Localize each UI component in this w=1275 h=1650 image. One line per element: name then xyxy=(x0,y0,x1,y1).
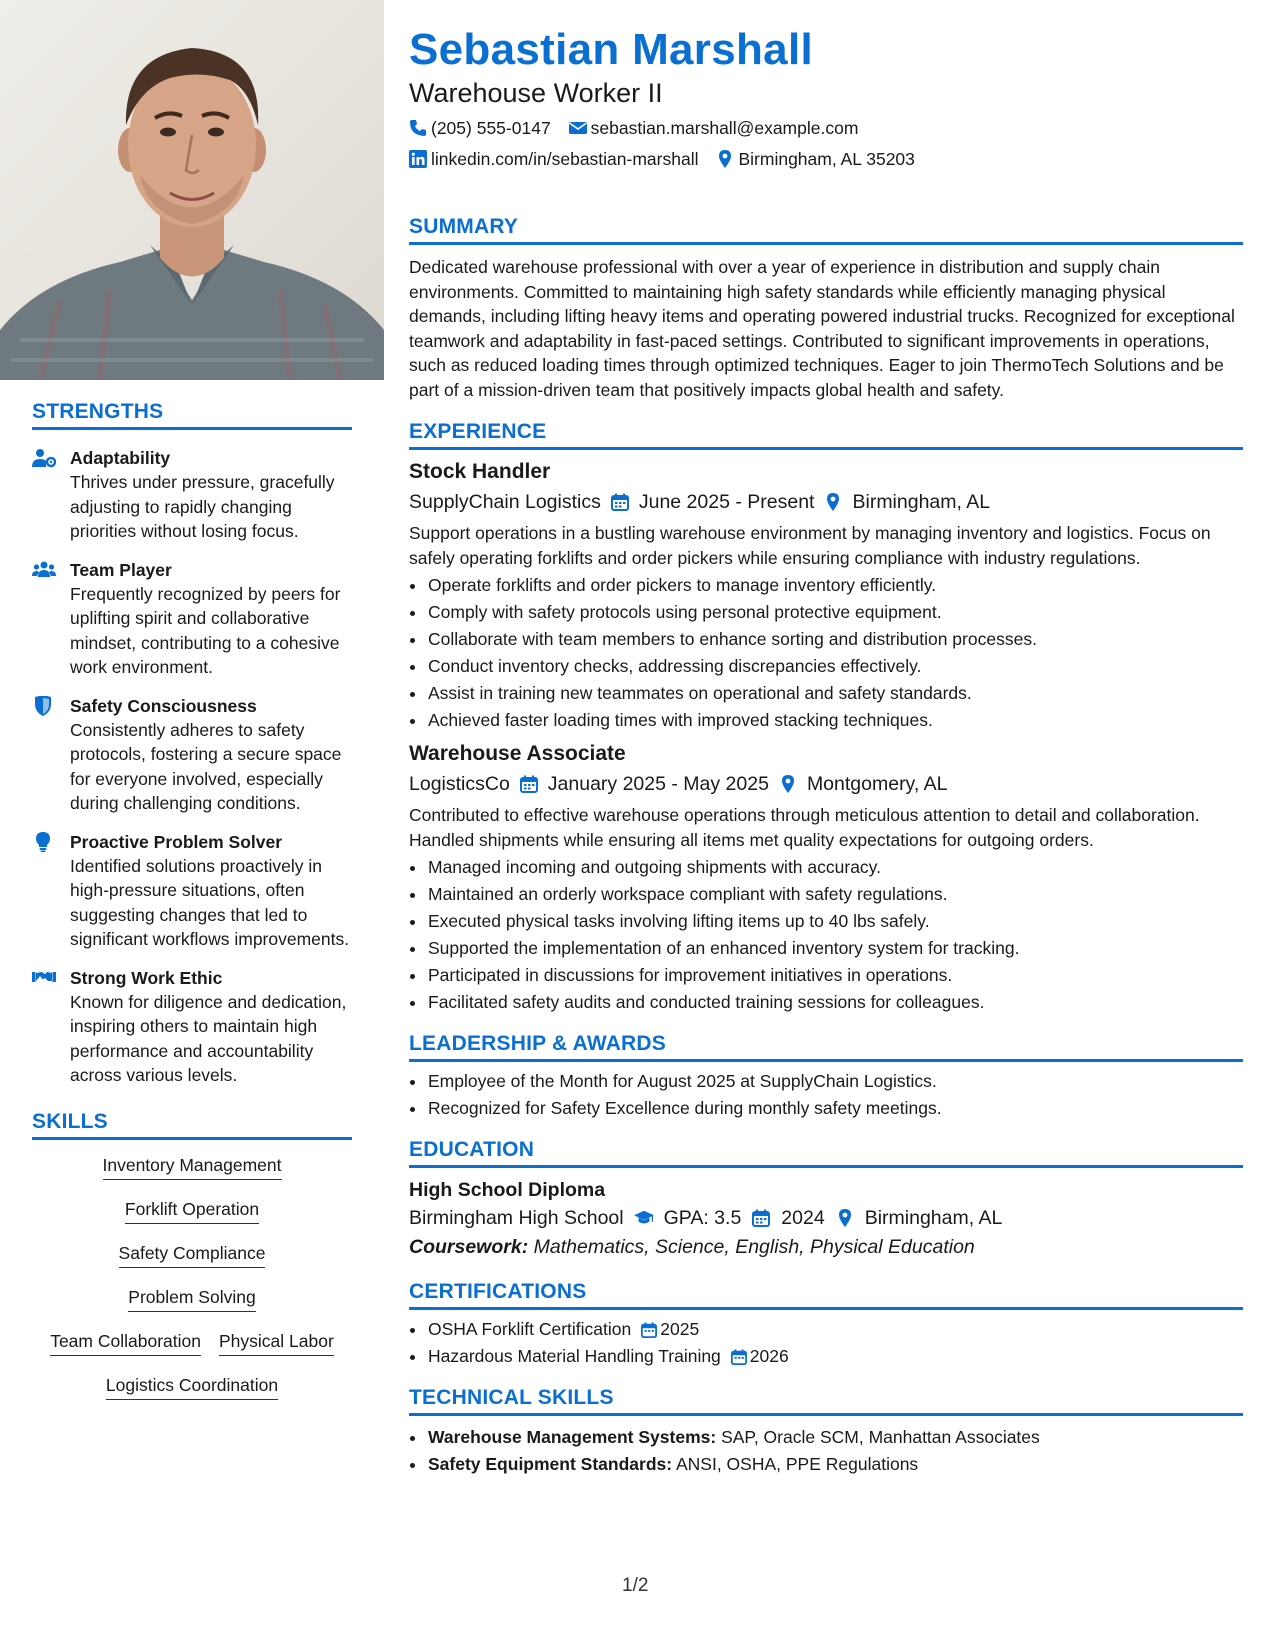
job-description: Support operations in a bustling warehouse environment by managing inventory and logistics. Focus on safely operating forklifts and order pickers while ensuring compliance with industry regulations. xyxy=(409,523,1211,568)
technical-skill-value: SAP, Oracle SCM, Manhattan Associates xyxy=(721,1427,1040,1447)
coursework-label: Coursework: xyxy=(409,1236,529,1258)
strength-desc: Identified solutions proactively in high-pressure situations, often suggesting changes that led to significant workflows improvements. xyxy=(70,855,350,949)
job-entry xyxy=(409,740,1243,1016)
skill-item: Safety Compliance xyxy=(119,1242,266,1268)
coursework-text: Mathematics, Science, English, Physical Education xyxy=(533,1236,975,1258)
profile-photo xyxy=(0,0,384,380)
education-heading: EDUCATION xyxy=(409,1138,1243,1168)
job-bullets xyxy=(409,854,1243,1016)
linkedin-icon xyxy=(409,150,427,168)
certification-name: • OSHA Forklift Certification xyxy=(428,1319,632,1339)
technical-skill-item xyxy=(427,1451,1243,1478)
strength-title: Adaptability xyxy=(70,448,171,468)
job-dates: January 2025 - May 2025 xyxy=(547,773,769,795)
technical-skills-heading: TECHNICAL SKILLS xyxy=(409,1386,1243,1416)
leadership-heading: LEADERSHIP & AWARDS xyxy=(409,1032,1243,1062)
email-text: sebastian.marshall@example.com xyxy=(590,118,859,138)
calendar-icon xyxy=(751,1209,771,1227)
left-column xyxy=(0,0,384,1650)
job-bullet: • Facilitated safety audits and conducted training sessions for colleagues. xyxy=(427,989,1243,1016)
candidate-title: Warehouse Worker II xyxy=(409,78,663,108)
left-content xyxy=(32,400,352,1400)
linkedin-contact[interactable] xyxy=(409,147,698,171)
strength-item xyxy=(32,694,352,816)
strength-desc: Thrives under pressure, gracefully adjusting to rapidly changing priorities without losing focus. xyxy=(70,472,335,541)
contact-row xyxy=(409,116,1243,140)
job-bullet: • Participated in discussions for improvement initiatives in operations. xyxy=(427,962,1243,989)
job-company: SupplyChain Logistics xyxy=(409,491,601,513)
lightbulb-icon xyxy=(32,830,70,952)
phone-contact[interactable] xyxy=(409,116,551,140)
job-bullets xyxy=(409,572,1243,734)
map-pin-icon xyxy=(779,775,797,793)
linkedin-text: linkedin.com/in/sebastian-marshall xyxy=(431,149,699,169)
school-name: Birmingham High School xyxy=(409,1207,624,1229)
certification-item xyxy=(427,1316,1243,1343)
education-meta xyxy=(409,1204,1243,1232)
technical-skill-label: Safety Equipment Standards: xyxy=(428,1454,673,1474)
calendar-icon xyxy=(731,1349,747,1365)
map-pin-icon xyxy=(824,493,842,511)
strength-desc: Known for diligence and dedication, inspiring others to maintain high performance and accountability across various levels. xyxy=(70,991,347,1085)
calendar-icon xyxy=(611,493,629,511)
location-text: Birmingham, AL 35203 xyxy=(738,149,915,169)
job-bullet: • Assist in training new teammates on operational and safety standards. xyxy=(427,680,1243,707)
strength-item xyxy=(32,830,352,952)
technical-skill-value: ANSI, OSHA, PPE Regulations xyxy=(675,1454,919,1474)
job-company: LogisticsCo xyxy=(409,773,510,795)
map-pin-icon xyxy=(716,150,734,168)
certification-name: • Hazardous Material Handling Training xyxy=(428,1346,721,1366)
leadership-list xyxy=(409,1068,1243,1122)
job-entry xyxy=(409,458,1243,734)
job-bullet: • Operate forklifts and order pickers to manage inventory efficiently. xyxy=(427,572,1243,599)
job-dates: June 2025 - Present xyxy=(638,491,815,513)
skill-item: Physical Labor xyxy=(219,1330,334,1356)
contact-row-2 xyxy=(409,147,1243,171)
user-gear-icon xyxy=(32,446,70,544)
job-description: Contributed to effective warehouse operations through meticulous attention to detail and collaboration. Handled shipments while ensuring all items met quality expectations for outgoing orders. xyxy=(409,805,1200,850)
experience-section xyxy=(409,420,1243,1016)
strength-desc: Consistently adheres to safety protocols, fostering a secure space for everyone involved, especially during challenging conditions. xyxy=(70,719,342,813)
technical-skill-item xyxy=(427,1424,1243,1451)
skill-item: Forklift Operation xyxy=(125,1198,259,1224)
strength-desc: Frequently recognized by peers for uplifting spirit and collaborative mindset, contributing to a cohesive work environment. xyxy=(70,583,341,677)
summary-heading: SUMMARY xyxy=(409,215,1243,245)
job-bullet: • Executed physical tasks involving lifting items up to 40 lbs safely. xyxy=(427,908,1243,935)
leadership-section xyxy=(409,1032,1243,1122)
certifications-section xyxy=(409,1280,1243,1370)
strength-item xyxy=(32,558,352,680)
skills-list xyxy=(32,1154,352,1400)
skills-heading: SKILLS xyxy=(32,1110,352,1140)
calendar-icon xyxy=(520,775,538,793)
envelope-icon xyxy=(569,119,587,137)
email-contact[interactable] xyxy=(569,116,859,140)
coursework xyxy=(409,1232,1243,1262)
calendar-icon xyxy=(641,1322,657,1338)
job-bullet: • Collaborate with team members to enhance sorting and distribution processes. xyxy=(427,626,1243,653)
job-bullet: • Supported the implementation of an enhanced inventory system for tracking. xyxy=(427,935,1243,962)
certifications-heading: CERTIFICATIONS xyxy=(409,1280,1243,1310)
phone-text: (205) 555-0147 xyxy=(431,118,551,138)
job-bullet: • Managed incoming and outgoing shipments with accuracy. xyxy=(427,854,1243,881)
strength-title: Safety Consciousness xyxy=(70,695,257,716)
portrait-illustration xyxy=(0,0,384,380)
skill-item: Logistics Coordination xyxy=(106,1374,278,1400)
job-bullet: • Comply with safety protocols using personal protective equipment. xyxy=(427,599,1243,626)
job-meta xyxy=(409,488,1243,516)
handshake-icon xyxy=(32,966,70,1088)
certifications-list xyxy=(409,1316,1243,1370)
summary-section xyxy=(409,215,1243,402)
technical-skill-label: Warehouse Management Systems: xyxy=(428,1427,717,1447)
strength-title: Strong Work Ethic xyxy=(70,967,223,988)
gpa-text: GPA: 3.5 xyxy=(663,1207,742,1229)
page-number: 1/2 xyxy=(622,1575,649,1596)
education-section xyxy=(409,1138,1243,1262)
certification-item xyxy=(427,1343,1243,1370)
graduation-cap-icon xyxy=(634,1209,654,1227)
award-item: • Employee of the Month for August 2025 at SupplyChain Logistics. xyxy=(427,1068,1243,1095)
shield-icon xyxy=(32,694,70,816)
strength-item xyxy=(32,446,352,544)
skill-item: Team Collaboration xyxy=(50,1330,201,1356)
job-location: Birmingham, AL xyxy=(852,491,991,513)
technical-skills-section xyxy=(409,1386,1243,1478)
users-icon xyxy=(32,558,70,680)
certification-year: 2026 xyxy=(749,1346,789,1366)
strength-item xyxy=(32,966,352,1088)
strengths-heading: STRENGTHS xyxy=(32,400,352,430)
location-contact xyxy=(716,147,914,171)
job-bullet: • Achieved faster loading times with improved stacking techniques. xyxy=(427,707,1243,734)
strength-title: Proactive Problem Solver xyxy=(70,831,283,852)
strength-title: Team Player xyxy=(70,559,172,580)
job-meta xyxy=(409,770,1243,798)
degree-title: High School Diploma xyxy=(409,1179,606,1201)
certification-year: 2025 xyxy=(660,1319,700,1339)
graduation-year: 2024 xyxy=(781,1207,825,1229)
school-location: Birmingham, AL xyxy=(864,1207,1003,1229)
skill-item: Problem Solving xyxy=(128,1286,255,1312)
phone-icon xyxy=(409,119,427,137)
award-item: • Recognized for Safety Excellence during monthly safety meetings. xyxy=(427,1095,1243,1122)
candidate-name: Sebastian Marshall xyxy=(409,25,813,74)
experience-heading: EXPERIENCE xyxy=(409,420,1243,450)
technical-skills-list xyxy=(409,1424,1243,1478)
job-title: Stock Handler xyxy=(409,460,551,483)
summary-text: Dedicated warehouse professional with over a year of experience in distribution and supply chain environments. Committed to maintaining high safety standards while efficiently managing physical demands, including lifting heavy items and operating powered industrial trucks. Recognized for exceptional teamwork and adaptability in fast-paced settings. Contributed to significant improvements in operations, such as reduced loading times through optimized techniques. Eager to join ThermoTech Solutions and be part of a mission-driven team that positively impacts global health and safety. xyxy=(409,257,1235,400)
skill-item: Inventory Management xyxy=(103,1154,282,1180)
job-bullet: • Maintained an orderly workspace compliant with safety regulations. xyxy=(427,881,1243,908)
job-location: Montgomery, AL xyxy=(806,773,948,795)
job-title: Warehouse Associate xyxy=(409,742,626,765)
job-bullet: • Conduct inventory checks, addressing discrepancies effectively. xyxy=(427,653,1243,680)
map-pin-icon xyxy=(835,1209,855,1227)
right-column xyxy=(409,24,1243,1478)
